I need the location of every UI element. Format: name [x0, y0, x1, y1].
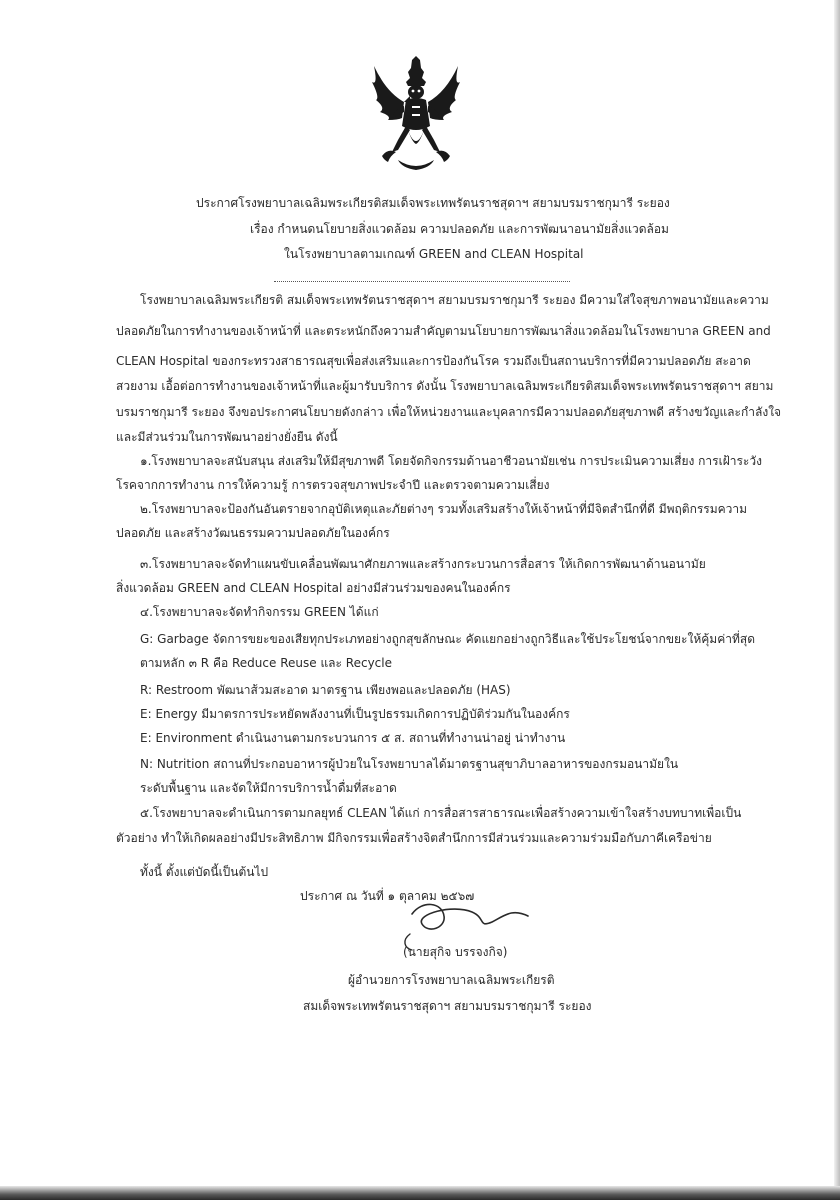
green-energy: E: Energy มีมาตรการประหยัดพลังงานที่เป็นรูปธรรมเกิดการปฏิบัติร่วมกันในองค์กร [140, 707, 570, 721]
intro-line: ปลอดภัยในการทำงานของเจ้าหน้าที่ และตระหนักถึงความสำคัญตามนโยบายการพัฒนาสิ่งแวดล้อมในโรงพยาบาล GREEN and [116, 324, 771, 338]
green-nutrition: N: Nutrition สถานที่ประกอบอาหารผู้ป่วยในโรงพยาบาลได้มาตรฐานสุขาภิบาลอาหารของกรมอนามัยใน [140, 757, 679, 771]
policy-item-3-cont: สิ่งแวดล้อม GREEN and CLEAN Hospital อย่างมีส่วนร่วมของคนในองค์กร [116, 581, 511, 595]
intro-line: สวยงาม เอื้อต่อการทำงานของเจ้าหน้าที่และผู้มารับบริการ ดังนั้น โรงพยาบาลเฉลิมพระเกียรติสมเด็จพระเทพรัตนราชสุดาฯ สยาม [116, 379, 774, 393]
intro-line: และมีส่วนร่วมในการพัฒนาอย่างยั่งยืน ดังนี้ [116, 430, 338, 444]
announcement-subject-line2: ในโรงพยาบาลตามเกณฑ์ GREEN and CLEAN Hospital [284, 247, 584, 261]
announcement-subject: เรื่อง กำหนดนโยบายสิ่งแวดล้อม ความปลอดภัย และการพัฒนาอนามัยสิ่งแวดล้อม [250, 222, 669, 236]
policy-item-3: ๓.โรงพยาบาลจะจัดทำแผนขับเคลื่อนพัฒนาศักยภาพและสร้างกระบวนการสื่อสาร ให้เกิดการพัฒนาด้านอนามัย [140, 557, 706, 571]
policy-item-1: ๑.โรงพยาบาลจะสนับสนุน ส่งเสริมให้มีสุขภาพดี โดยจัดกิจกรรมด้านอาชีวอนามัยเช่น การประเมินความเสี่ยง การเฝ้าระวัง [140, 454, 762, 468]
green-garbage-cont: ตามหลัก ๓ R คือ Reduce Reuse และ Recycle [140, 656, 392, 670]
policy-item-5: ๕.โรงพยาบาลจะดำเนินการตามกลยุทธ์ CLEAN ได้แก่ การสื่อสารสาธารณะเพื่อสร้างความเข้าใจสร้างบทบาทเพื่อเป็น [140, 806, 742, 820]
page-edge-shadow [834, 0, 840, 1200]
announcement-date: ประกาศ ณ วันที่ ๑ ตุลาคม ๒๕๖๗ [300, 889, 475, 903]
green-nutrition-cont: ระดับพื้นฐาน และจัดให้มีการบริการน้ำดื่มที่สะอาด [140, 781, 397, 795]
policy-item-1-cont: โรคจากการทำงาน การให้ความรู้ การตรวจสุขภาพประจำปี และตรวจตามความเสี่ยง [116, 478, 550, 492]
policy-item-2-cont: ปลอดภัย และสร้างวัฒนธรรมความปลอดภัยในองค์กร [116, 526, 390, 540]
header-divider [274, 281, 570, 282]
intro-line: บรมราชกุมารี ระยอง จึงขอประกาศนโยบายดังกล่าว เพื่อให้หน่วยงานและบุคลากรมีความปลอดภัยสุขภาพดี สร้างขวัญและกำลังใจ [116, 405, 782, 419]
garuda-emblem-icon [368, 56, 464, 174]
green-restroom: R: Restroom พัฒนาส้วมสะอาด มาตรฐาน เพียงพอและปลอดภัย (HAS) [140, 683, 511, 697]
policy-item-4: ๔.โรงพยาบาลจะจัดทำกิจกรรม GREEN ได้แก่ [140, 605, 379, 619]
effective-statement: ทั้งนี้ ตั้งแต่บัดนี้เป็นต้นไป [140, 865, 269, 879]
green-environment: E: Environment ดำเนินงานตามกระบวนการ ๕ ส. สถานที่ทำงานน่าอยู่ น่าทำงาน [140, 731, 566, 745]
announcement-title: ประกาศโรงพยาบาลเฉลิมพระเกียรติสมเด็จพระเทพรัตนราชสุดาฯ สยามบรมราชกุมารี ระยอง [196, 196, 670, 210]
signer-name: (นายสุกิจ บรรจงกิจ) [403, 945, 508, 959]
intro-line: CLEAN Hospital ของกระทรวงสาธารณสุขเพื่อส่งเสริมและการป้องกันโรค รวมถึงเป็นสถานบริการที่มีความปลอดภัย สะอาด [116, 354, 751, 368]
intro-line: โรงพยาบาลเฉลิมพระเกียรติ สมเด็จพระเทพรัตนราชสุดาฯ สยามบรมราชกุมารี ระยอง มีความใส่ใจสุขภาพอนามัยและความ [140, 293, 769, 307]
signer-organization: สมเด็จพระเทพรัตนราชสุดาฯ สยามบรมราชกุมารี ระยอง [303, 999, 592, 1013]
green-garbage: G: Garbage จัดการขยะของเสียทุกประเภทอย่างถูกสุขลักษณะ คัดแยกอย่างถูกวิธีและใช้ประโยชน์จากขยะให้คุ้มค่าที่สุด [140, 632, 755, 646]
signer-position: ผู้อำนวยการโรงพยาบาลเฉลิมพระเกียรติ [348, 973, 555, 987]
policy-item-2: ๒.โรงพยาบาลจะป้องกันอันตรายจากอุบัติเหตุและภัยต่างๆ รวมทั้งเสริมสร้างให้เจ้าหน้าที่มีจิตสำนึกที่ดี มีพฤติกรรมความ [140, 502, 748, 516]
page-bottom-edge [0, 1186, 840, 1200]
policy-item-5-cont: ตัวอย่าง ทำให้เกิดผลอย่างมีประสิทธิภาพ มีกิจกรรมเพื่อสร้างจิตสำนึกการมีส่วนร่วมและความร่วมมือกับภาคีเครือข่าย [116, 831, 712, 845]
